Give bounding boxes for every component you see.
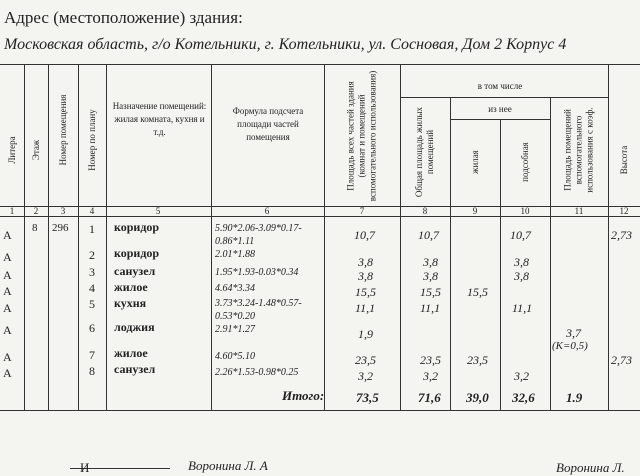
col-number: 6 — [264, 206, 270, 216]
totals-label: Итого: — [282, 388, 325, 403]
header-vysota: Высота — [619, 145, 629, 175]
cell-formula: 4.60*5.10 — [215, 351, 255, 362]
footer-right-signer: Воронина Л. — [556, 460, 625, 475]
col-number: 1 — [9, 206, 15, 216]
cell-nomer-plan: 8 — [89, 364, 95, 378]
cell-formula: 3.73*3.24-1.48*0.57-0.53*0.20 — [215, 298, 302, 322]
cell-obsh-pl: 15,5 — [420, 285, 441, 299]
col-line — [211, 64, 212, 410]
cell-obsh-pl: 3,2 — [423, 369, 438, 383]
cell-formula: 5.90*2.06-3.09*0.17-0.86*1.11 — [215, 223, 302, 247]
cell-litera: А — [3, 323, 12, 337]
cell-nomer-pom: 296 — [52, 222, 69, 234]
totals-pl-vseh: 73,5 — [356, 390, 379, 405]
col-number: 4 — [89, 206, 95, 216]
col-number: 2 — [33, 206, 39, 216]
col-line — [400, 64, 401, 410]
header-etazh: Этаж — [31, 139, 41, 161]
header-litera: Литера — [7, 136, 17, 164]
col-line — [608, 64, 609, 410]
col-number: 7 — [359, 206, 365, 216]
building-address: Московская область, г/о Котельники, г. Котельники, ул. Сосновая, Дом 2 Корпус 4 — [4, 36, 567, 53]
cell-pl-vspom: 3,7 — [566, 326, 581, 340]
cell-obsh-pl: 3,8 — [423, 269, 438, 283]
header-nomer-pomeshcheniya: Номер помещения — [58, 94, 68, 166]
totals-podsobnaya: 32,6 — [512, 390, 535, 405]
totals-zhilaya: 39,0 — [466, 390, 489, 405]
col-number: 8 — [422, 206, 428, 216]
cell-pl-vseh: 3,8 — [358, 269, 373, 283]
header-nomer-po-planu: Номер по плану — [87, 109, 97, 171]
cell-litera: А — [3, 250, 12, 264]
cell-pl-vseh: 3,2 — [358, 369, 373, 383]
header-obsh-pl: Общая площадь жилых помещений — [414, 106, 435, 198]
cell-obsh-pl: 10,7 — [418, 228, 439, 242]
cell-naznachenie: кухня — [114, 296, 147, 310]
document-title: Адрес (местоположение) здания: — [4, 8, 243, 27]
cell-nomer-plan: 2 — [89, 248, 95, 262]
header-zhilaya: жилая — [470, 150, 480, 174]
cell-nomer-plan: 4 — [89, 281, 95, 295]
cell-vysota: 2,73 — [611, 353, 632, 367]
col-line — [78, 64, 79, 410]
footer-left-partial: И — [80, 460, 90, 475]
col-line — [324, 64, 325, 410]
cell-formula: 1.95*1.93-0.03*0.34 — [215, 267, 299, 278]
col-line — [500, 119, 501, 410]
col-number: 3 — [60, 206, 66, 216]
table-top-line — [0, 64, 640, 65]
col-line — [106, 64, 107, 410]
cell-podsobnaya: 10,7 — [510, 228, 531, 242]
cell-pl-vseh: 3,8 — [358, 255, 373, 269]
cell-podsobnaya: 3,8 — [514, 255, 529, 269]
cell-nomer-plan: 3 — [89, 265, 95, 279]
cell-pl-vseh: 15,5 — [355, 285, 376, 299]
cell-zhilaya: 23,5 — [467, 353, 488, 367]
col-number: 10 — [520, 206, 530, 216]
header-podsobnaya: подсобная — [520, 142, 530, 182]
cell-litera: А — [3, 268, 12, 282]
cell-nomer-plan: 5 — [89, 297, 95, 311]
cell-formula: 4.64*3.34 — [215, 283, 255, 294]
cell-obsh-pl: 11,1 — [420, 301, 441, 315]
col-line — [450, 97, 451, 410]
header-pl-vspom: Площадь помещений вспомогательного использования с коэф. — [562, 107, 595, 193]
header-iz-nee: из нее — [488, 104, 512, 114]
cell-naznachenie: лоджия — [114, 320, 155, 334]
totals-pl-vspom: 1.9 — [566, 390, 583, 405]
cell-litera: А — [3, 350, 12, 364]
table-bottom-line — [0, 410, 640, 411]
cell-naznachenie: коридор — [114, 246, 160, 260]
cell-litera: А — [3, 366, 12, 380]
cell-litera: А — [3, 228, 12, 242]
cell-formula: 2.26*1.53-0.98*0.25 — [215, 367, 299, 378]
cell-formula: 2.91*1.27 — [215, 324, 255, 335]
col-line — [24, 64, 25, 410]
cell-naznachenie: санузел — [114, 264, 156, 278]
cell-nomer-plan: 7 — [89, 348, 95, 362]
cell-pl-vspom-coef: (К=0,5) — [552, 340, 588, 352]
cell-zhilaya: 15,5 — [467, 285, 488, 299]
cell-formula: 2.01*1.88 — [215, 249, 255, 260]
cell-nomer-plan: 1 — [89, 222, 95, 236]
cell-naznachenie: санузел — [114, 362, 156, 376]
header-pl-vseh: Площадь всех частей здания (комнат и помещений вспомогательного использования) — [345, 70, 378, 202]
header-v-tom-chisle: в том числе — [477, 81, 523, 91]
cell-vysota: 2,73 — [611, 228, 632, 242]
cell-nomer-plan: 6 — [89, 321, 95, 335]
cell-pl-vseh: 11,1 — [355, 301, 376, 315]
cell-naznachenie: жилое — [114, 346, 148, 360]
header-formula: Формула подсчета площади частей помещения — [232, 106, 304, 142]
cell-litera: А — [3, 284, 12, 298]
cell-podsobnaya: 3,8 — [514, 269, 529, 283]
col-line — [48, 64, 49, 410]
col-number: 12 — [619, 206, 629, 216]
col-number: 5 — [155, 206, 161, 216]
footer-signer: Воронина Л. А — [188, 458, 268, 473]
cell-naznachenie: жилое — [114, 280, 148, 294]
cell-naznachenie: коридор — [114, 220, 160, 234]
cell-pl-vseh: 10,7 — [354, 228, 375, 242]
cell-etazh: 8 — [32, 222, 38, 234]
cell-obsh-pl: 23,5 — [420, 353, 441, 367]
cell-podsobnaya: 11,1 — [512, 301, 533, 315]
cell-pl-vseh: 1,9 — [358, 327, 373, 341]
cell-podsobnaya: 3,2 — [514, 369, 529, 383]
header-naznachenie: Назначение помещений: жилая комната, кухня и т.д. — [112, 101, 207, 137]
col-number: 11 — [574, 206, 584, 216]
table-colnum-bottom-line — [0, 216, 640, 217]
cell-pl-vseh: 23,5 — [355, 353, 376, 367]
col-number: 9 — [472, 206, 478, 216]
col-line — [550, 97, 551, 410]
cell-litera: А — [3, 301, 12, 315]
cell-obsh-pl: 3,8 — [423, 255, 438, 269]
totals-obsh-pl: 71,6 — [418, 390, 441, 405]
